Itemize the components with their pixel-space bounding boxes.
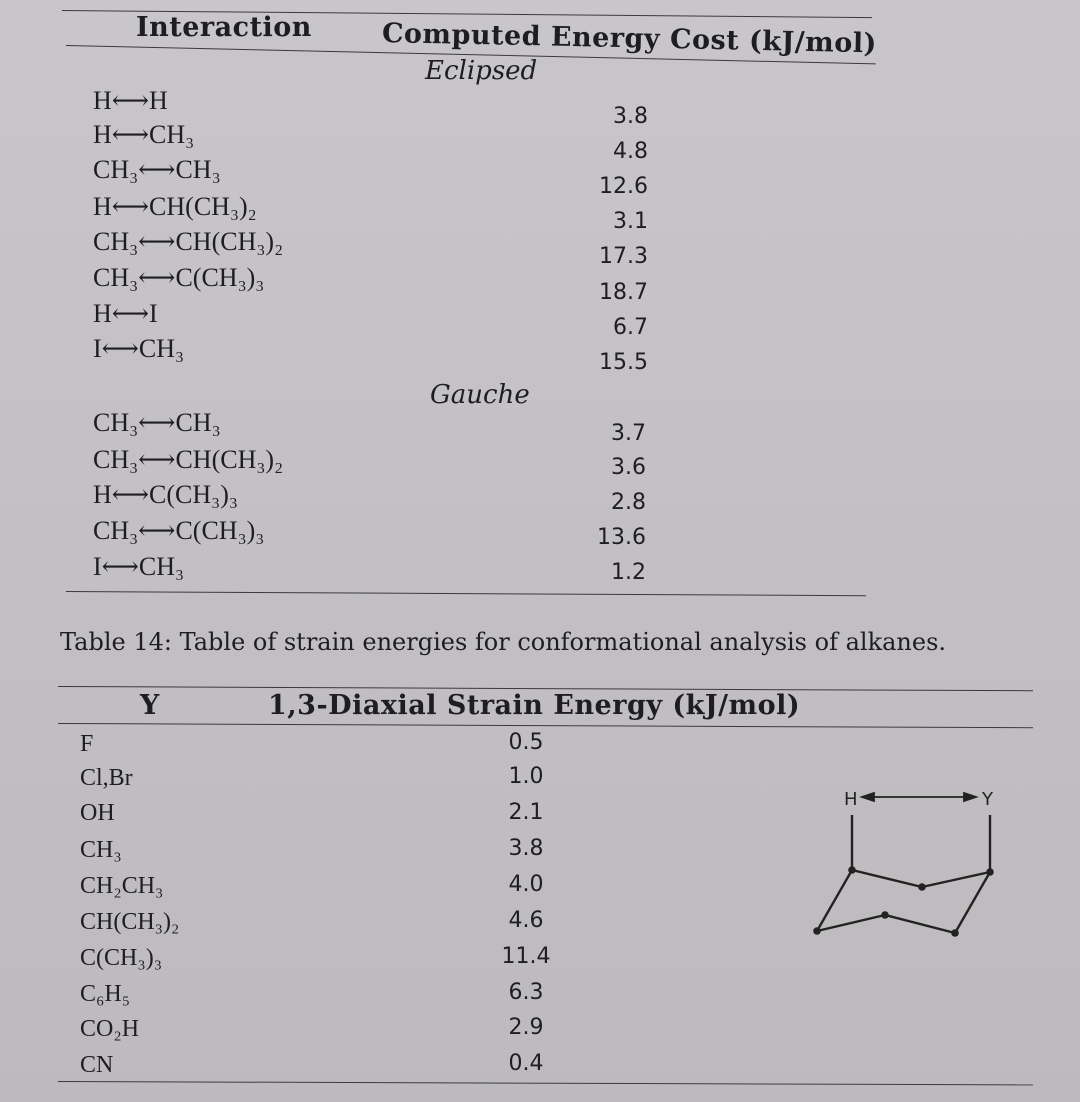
y-substituent-5: CH₂CH₃ — [80, 873, 164, 899]
eclipsed-value-5: 17.3 — [599, 244, 648, 269]
gauche-interaction-3: H⟷C(CH₃)₃ — [93, 480, 238, 509]
gauche-value-4: 13.6 — [597, 525, 646, 550]
eclipsed-value-4: 3.1 — [613, 209, 648, 234]
ring-atom — [881, 911, 889, 919]
eclipsed-interaction-8: I⟷CH₃ — [93, 334, 185, 363]
eclipsed-interaction-1: H⟷H — [93, 86, 168, 115]
gauche-value-1: 3.7 — [611, 421, 646, 446]
y-substituent-9: CO₂H — [80, 1016, 140, 1042]
table-caption: Table 14: Table of strain energies for conformational analysis of alkanes. — [60, 628, 947, 656]
strain-value-3: 2.1 — [508, 800, 544, 825]
ring-atom — [951, 929, 959, 937]
y-substituent-3: OH — [80, 800, 115, 826]
gauche-value-3: 2.8 — [611, 490, 646, 515]
strain-value-2: 1.0 — [508, 764, 544, 789]
eclipsed-value-7: 6.7 — [613, 315, 648, 340]
strain-value-10: 0.4 — [508, 1051, 544, 1076]
eclipsed-value-3: 12.6 — [599, 174, 648, 199]
axial-y-label: Y — [982, 789, 993, 810]
y-substituent-4: CH₃ — [80, 837, 122, 863]
ring-atom — [986, 868, 994, 876]
ring-atom — [848, 866, 856, 874]
gauche-value-2: 3.6 — [611, 455, 646, 480]
header-diaxial-strain: 1,3-Diaxial Strain Energy (kJ/mol) — [268, 690, 801, 721]
ring-atom — [918, 883, 926, 891]
gauche-interaction-1: CH₃⟷CH₃ — [93, 408, 221, 437]
gauche-label: Gauche — [430, 380, 530, 410]
eclipsed-value-8: 15.5 — [599, 350, 648, 375]
cyclohexane-chair-diagram — [800, 775, 1040, 955]
strain-value-6: 4.6 — [508, 908, 544, 933]
strain-value-9: 2.9 — [508, 1015, 544, 1040]
gauche-interaction-5: I⟷CH₃ — [93, 552, 185, 581]
ring-atom — [813, 927, 821, 935]
eclipsed-value-6: 18.7 — [599, 280, 648, 305]
axial-h-label: H — [844, 789, 858, 810]
header-interaction: Interaction — [136, 12, 312, 43]
table2-header-rule — [58, 723, 1033, 728]
eclipsed-value-2: 4.8 — [613, 139, 648, 164]
eclipsed-interaction-5: CH₃⟷CH(CH₃)₂ — [93, 227, 284, 256]
eclipsed-interaction-2: H⟷CH₃ — [93, 120, 195, 149]
chair-ring — [817, 870, 990, 933]
y-substituent-1: F — [80, 731, 94, 757]
header-computed-energy: Computed Energy Cost (kJ/mol) — [381, 18, 878, 60]
eclipsed-interaction-4: H⟷CH(CH₃)₂ — [93, 192, 257, 221]
strain-value-4: 3.8 — [508, 836, 544, 861]
eclipsed-interaction-6: CH₃⟷C(CH₃)₃ — [93, 263, 265, 292]
y-substituent-7: C(CH₃)₃ — [80, 945, 163, 971]
table1-bottom-rule — [66, 591, 866, 596]
y-substituent-6: CH(CH₃)₂ — [80, 909, 180, 935]
strain-value-1: 0.5 — [508, 730, 544, 755]
diaxial-interaction-arrow — [862, 793, 976, 801]
y-substituent-8: C₆H₅ — [80, 981, 131, 1007]
eclipsed-label: Eclipsed — [425, 56, 538, 86]
strain-value-7: 11.4 — [501, 944, 551, 969]
strain-value-8: 6.3 — [508, 980, 544, 1005]
eclipsed-value-1: 3.8 — [613, 104, 648, 129]
header-y: Y — [140, 690, 160, 721]
eclipsed-interaction-3: CH₃⟷CH₃ — [93, 155, 221, 184]
y-substituent-2: Cl,Br — [80, 765, 133, 791]
eclipsed-interaction-7: H⟷I — [93, 299, 158, 328]
strain-value-5: 4.0 — [508, 872, 544, 897]
gauche-interaction-2: CH₃⟷CH(CH₃)₂ — [93, 445, 284, 474]
y-substituent-10: CN — [80, 1052, 114, 1078]
gauche-value-5: 1.2 — [611, 560, 646, 585]
table2-bottom-rule — [58, 1081, 1033, 1085]
gauche-interaction-4: CH₃⟷C(CH₃)₃ — [93, 516, 265, 545]
